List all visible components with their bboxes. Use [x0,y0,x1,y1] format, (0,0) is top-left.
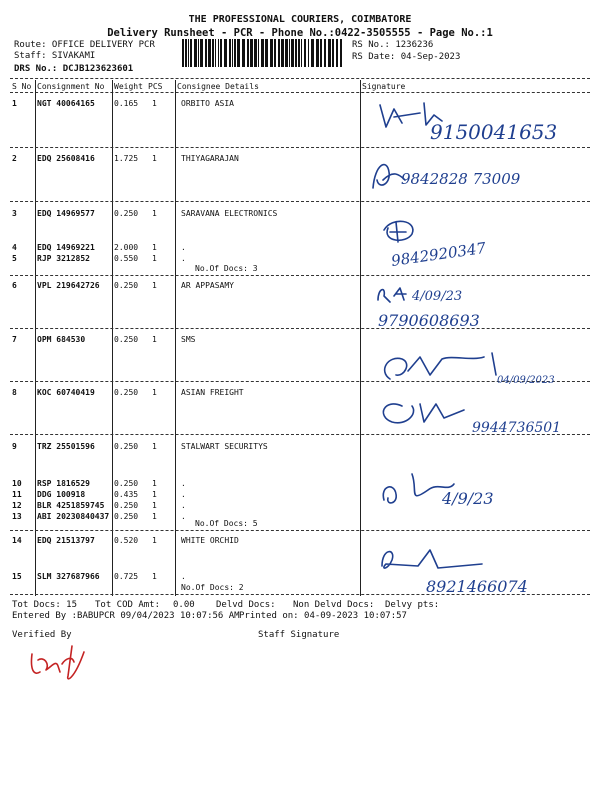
row-sno: 4 [12,243,17,252]
row-consignment-no: SLM 327687966 [37,572,100,581]
row-consignee: . [181,479,186,488]
signature-row-7 [372,345,587,387]
printed-on: Printed on: 04-09-2023 10:07:57 [239,611,407,621]
row-weight: 0.520 [114,536,139,545]
row-weight: 0.250 [114,388,139,397]
row-consignment-no: TRZ 25501596 [37,442,95,451]
col-weight: Weight [114,82,143,91]
row-consignee: THIYAGARAJAN [181,154,239,163]
row-pcs: 1 [152,572,157,581]
row-sno: 15 [12,572,22,581]
row-consignment-no: VPL 219642726 [37,281,100,290]
row-consignee: ORBITO ASIA [181,99,234,108]
row-pcs: 1 [152,99,157,108]
row-sno: 12 [12,501,22,510]
row-consignee: . [181,572,186,581]
row-consignee: ASIAN FREIGHT [181,388,244,397]
row-pcs: 1 [152,254,157,263]
row-weight: 0.250 [114,479,139,488]
row-consignment-no: EDQ 25608416 [37,154,95,163]
row-weight: 0.725 [114,572,139,581]
row-consignment-no: EDQ 14969221 [37,243,95,252]
row-pcs: 1 [152,388,157,397]
row-consignment-no: OPM 684530 [37,335,86,344]
column-line [112,80,113,596]
col-sno: S No [12,82,32,91]
row-sno: 6 [12,281,17,290]
row-consignment-no: EDQ 14969577 [37,209,95,218]
docs-count-note: No.Of Docs: 3 [195,264,258,273]
row-sno: 10 [12,479,22,488]
signature-row-15 [378,540,588,598]
row-divider [10,275,590,276]
svg-text:9842920347: 9842920347 [390,238,488,270]
route-label: Route: OFFICE DELIVERY PCR [14,40,155,50]
row-weight: 0.550 [114,254,139,263]
rs-number: RS No.: 1236236 [352,40,434,50]
signature-row-2 [365,150,590,200]
row-weight: 0.250 [114,335,139,344]
row-consignment-no: NGT 40064165 [37,99,95,108]
svg-text:9790608693: 9790608693 [378,311,480,330]
delivered-docs: Delvd Docs: [216,600,276,610]
rs-date: RS Date: 04-Sep-2023 [352,52,461,62]
row-consignee: . [181,490,186,499]
staff-signature-label: Staff Signature [258,630,340,640]
row-consignee: AR APPASAMY [181,281,234,290]
row-consignment-no: RJP 3212852 [37,254,90,263]
row-sno: 11 [12,490,22,499]
row-consignment-no: EDQ 21513797 [37,536,95,545]
row-pcs: 1 [152,209,157,218]
row-weight: 0.250 [114,281,139,290]
svg-text:9150041653: 9150041653 [430,120,558,144]
signature-row-3 [372,212,552,272]
row-weight: 0.250 [114,442,139,451]
row-sno: 14 [12,536,22,545]
svg-text:04/09/2023: 04/09/2023 [497,375,555,386]
row-weight: 0.250 [114,512,139,521]
row-consignee: . [181,243,186,252]
entered-by: Entered By :BABUPCR 09/04/2023 10:07:56 AM [12,611,240,621]
drs-number: DRS No.: DCJB123623601 [14,64,134,74]
row-weight: 0.435 [114,490,139,499]
row-consignment-no: KOC 60740419 [37,388,95,397]
row-consignee: STALWART SECURITYS [181,442,268,451]
row-sno: 8 [12,388,17,397]
header-divider-bottom [10,92,590,93]
row-sno: 9 [12,442,17,451]
row-consignee: WHITE ORCHID [181,536,239,545]
row-pcs: 1 [152,479,157,488]
row-consignee: SMS [181,335,196,344]
header-divider-top [10,78,590,79]
row-consignee: . [181,501,186,510]
row-pcs: 1 [152,281,157,290]
row-pcs: 1 [152,154,157,163]
svg-text:4/9/23: 4/9/23 [442,489,494,508]
col-consignment: Consignment No [37,82,105,91]
row-divider [10,530,590,531]
verified-by-label: Verified By [12,630,72,640]
signature-row-9 [378,470,518,530]
signature-row-1 [372,95,592,147]
row-sno: 1 [12,99,17,108]
svg-text:8921466074: 8921466074 [426,577,528,596]
col-signature: Signature [362,82,406,91]
row-weight: 0.165 [114,99,139,108]
row-sno: 2 [12,154,17,163]
row-divider [10,201,590,202]
total-docs: Tot Docs: 15 [12,600,78,610]
row-consignment-no: ABI 20230840437 [37,512,110,521]
row-consignment-no: RSP 1816529 [37,479,90,488]
row-consignee: SARAVANA ELECTRONICS [181,209,278,218]
row-pcs: 1 [152,536,157,545]
row-consignee: . [181,512,186,521]
row-pcs: 1 [152,501,157,510]
svg-text:4/09/23: 4/09/23 [412,289,463,304]
row-consignment-no: DDG 100918 [37,490,86,499]
row-pcs: 1 [152,490,157,499]
row-weight: 0.250 [114,501,139,510]
row-pcs: 1 [152,335,157,344]
docs-count-note: No.Of Docs: 2 [181,583,244,592]
row-sno: 5 [12,254,17,263]
staff-label: Staff: SIVAKAMI [14,51,96,61]
column-line [35,80,36,596]
delivery-points: Delvy pts: [385,600,440,610]
column-line [175,80,176,596]
row-sno: 7 [12,335,17,344]
row-weight: 2.000 [114,243,139,252]
barcode [182,39,344,67]
runsheet-title: Delivery Runsheet - PCR - Phone No.:0422-3505555 - Page No.:1 [107,27,493,39]
row-weight: 0.250 [114,209,139,218]
column-line [360,80,361,596]
signature-row-8 [372,392,587,434]
row-pcs: 1 [152,243,157,252]
total-cod-amount: 0.00 [173,600,195,610]
row-divider [10,147,590,148]
col-pcs: PCS [148,82,163,91]
non-delivered-docs: Non Delvd Docs: [293,600,375,610]
row-sno: 3 [12,209,17,218]
row-consignment-no: BLR 4251859745 [37,501,105,510]
row-consignee: . [181,254,186,263]
row-pcs: 1 [152,512,157,521]
company-title: THE PROFESSIONAL COURIERS, COIMBATORE [188,14,412,25]
row-weight: 1.725 [114,154,139,163]
verifier-signature [28,642,98,684]
svg-text:9944736501: 9944736501 [472,420,562,436]
svg-text:9842828 73009: 9842828 73009 [401,170,521,188]
docs-count-note: No.Of Docs: 5 [195,519,258,528]
total-cod-label: Tot COD Amt: [95,600,161,610]
signature-row-6 [372,280,572,332]
row-pcs: 1 [152,442,157,451]
row-sno: 13 [12,512,22,521]
col-consignee: Consignee Details [177,82,259,91]
